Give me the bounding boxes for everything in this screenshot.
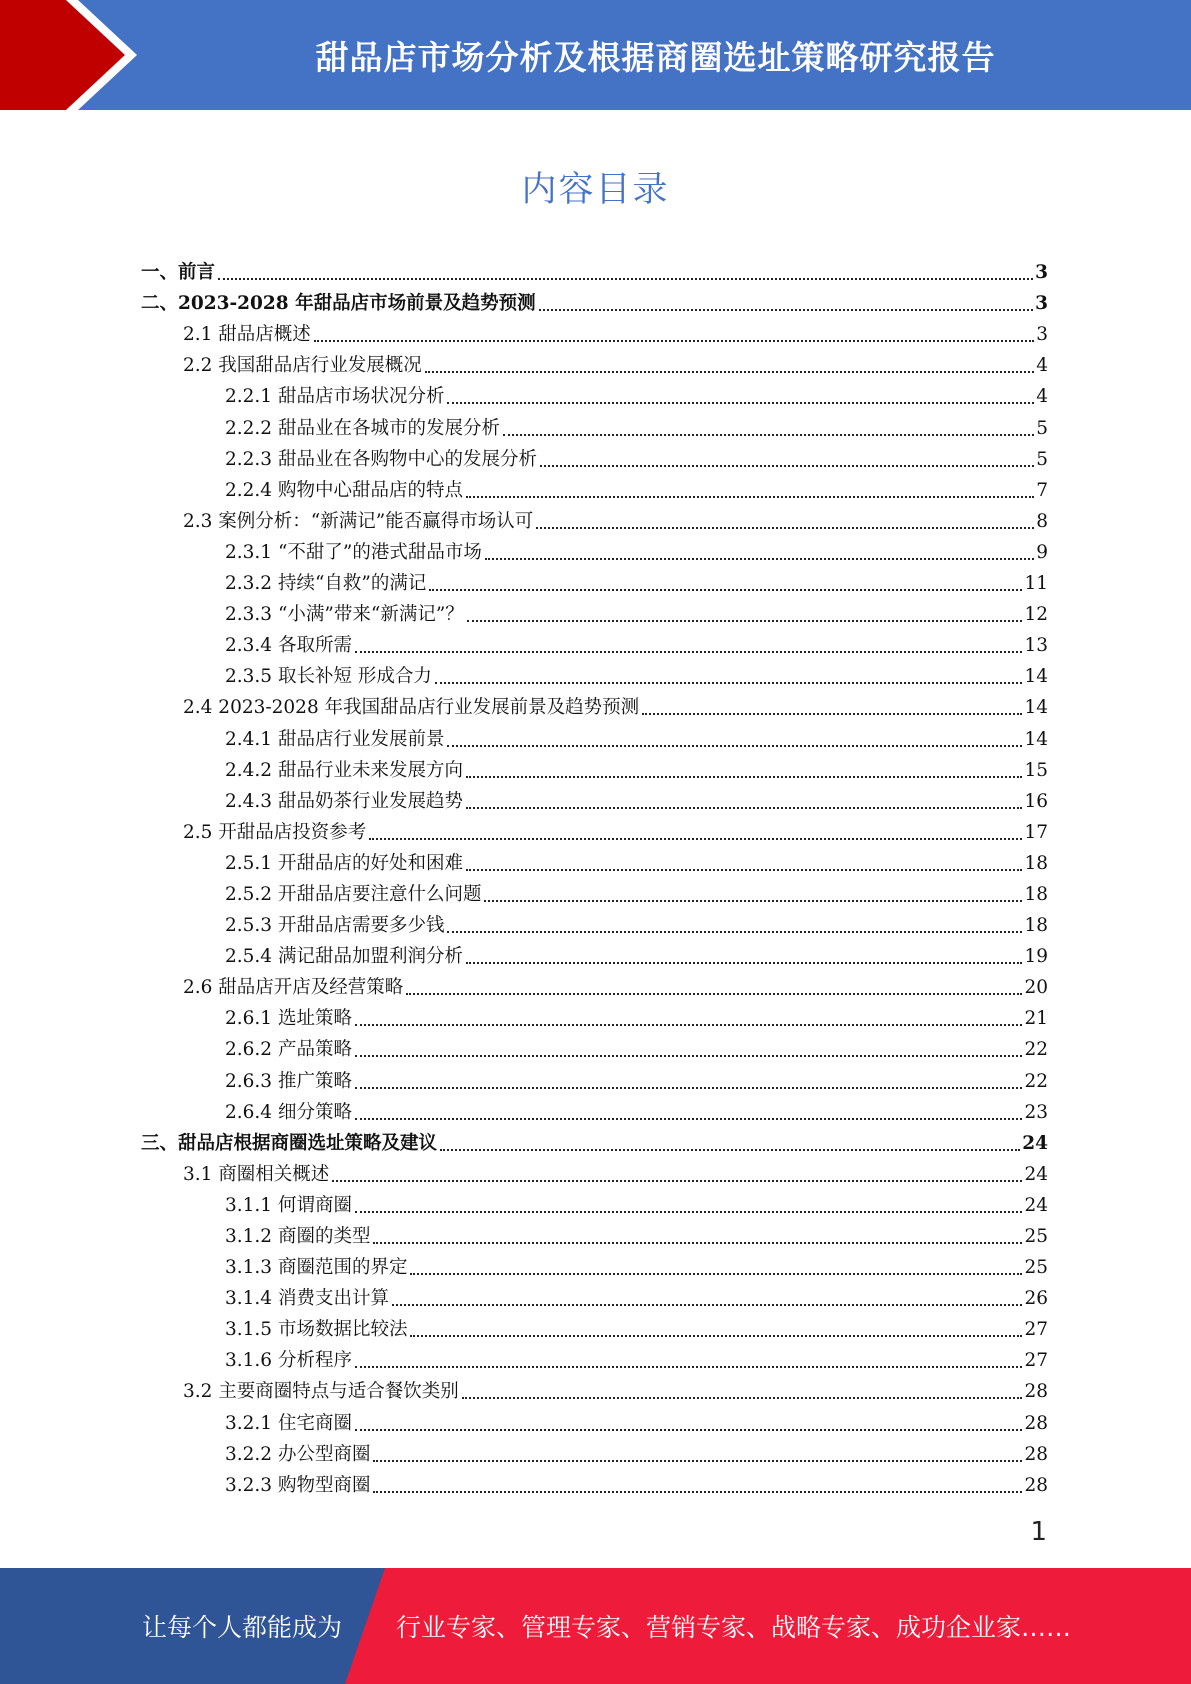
toc-entry-label: 3.1.6 分析程序 xyxy=(225,1350,352,1372)
toc-entry[interactable] xyxy=(141,783,1048,814)
toc-entry-label: 2.2.3 甜品业在各购物中心的发展分析 xyxy=(225,448,537,470)
toc-entry[interactable] xyxy=(141,1000,1048,1031)
footer-slogan-right: 行业专家、管理专家、营销专家、战略专家、成功企业家…… xyxy=(396,1613,1072,1642)
toc-entry-label: 2.3 案例分析：“新满记”能否赢得市场认可 xyxy=(183,510,534,532)
toc-entry-label: 2.5.4 满记甜品加盟利润分析 xyxy=(225,946,463,968)
toc-entry-page: 13 xyxy=(1024,635,1048,657)
toc-entry-label: 2.4.1 甜品店行业发展前景 xyxy=(225,728,445,750)
toc-entry-label: 一、前言 xyxy=(141,262,216,284)
toc-entry[interactable] xyxy=(141,1249,1048,1280)
toc-entry[interactable] xyxy=(141,1094,1048,1125)
toc-entry[interactable] xyxy=(141,472,1048,503)
header-bar xyxy=(0,0,1191,110)
toc-dot-leader xyxy=(314,340,1034,342)
toc-entry-page: 20 xyxy=(1024,977,1048,999)
toc-entry-page: 26 xyxy=(1024,1288,1048,1310)
toc-entry-page: 28 xyxy=(1024,1474,1048,1496)
toc-entry[interactable] xyxy=(141,503,1048,534)
toc-entry[interactable] xyxy=(141,254,1048,285)
toc-entry[interactable] xyxy=(141,658,1048,689)
toc-entry-label: 2.3.5 取长补短 形成合力 xyxy=(225,666,432,688)
toc-entry-page: 4 xyxy=(1036,355,1048,377)
toc-entry-page: 9 xyxy=(1036,541,1048,563)
toc-entry[interactable] xyxy=(141,1436,1048,1467)
toc-entry[interactable] xyxy=(141,1373,1048,1404)
toc-dot-leader xyxy=(466,962,1022,964)
toc-entry[interactable] xyxy=(141,627,1048,658)
toc-entry-page: 3 xyxy=(1036,324,1048,346)
toc-dot-leader xyxy=(410,1335,1022,1337)
toc-dot-leader xyxy=(447,931,1022,933)
toc-entry-label: 2.4.2 甜品行业未来发展方向 xyxy=(225,759,463,781)
toc-entry[interactable] xyxy=(141,752,1048,783)
toc-dot-leader xyxy=(484,900,1022,902)
toc-entry-label: 2.2.2 甜品业在各城市的发展分析 xyxy=(225,417,500,439)
footer-slogan-left: 让每个人都能成为 xyxy=(142,1613,343,1642)
toc-dot-leader xyxy=(447,745,1022,747)
toc-entry-label: 3.2.1 住宅商圈 xyxy=(225,1412,352,1434)
toc-entry[interactable] xyxy=(141,596,1048,627)
toc-dot-leader xyxy=(466,496,1034,498)
toc-entry-label: 2.5.1 开甜品店的好处和困难 xyxy=(225,852,463,874)
toc-entry-page: 28 xyxy=(1024,1443,1048,1465)
toc-entry[interactable] xyxy=(141,441,1048,472)
toc-dot-leader xyxy=(355,1429,1023,1431)
toc-entry-page: 23 xyxy=(1024,1101,1048,1123)
toc-entry[interactable] xyxy=(141,378,1048,409)
toc-entry-page: 24 xyxy=(1022,1132,1048,1154)
toc-dot-leader xyxy=(355,1366,1023,1368)
toc-entry-label: 2.3.4 各取所需 xyxy=(225,635,352,657)
toc-entry[interactable] xyxy=(141,347,1048,378)
toc-entry-page: 19 xyxy=(1024,946,1048,968)
toc-dot-leader xyxy=(392,1304,1022,1306)
toc-entry[interactable] xyxy=(141,316,1048,347)
toc-entry-label: 2.6.1 选址策略 xyxy=(225,1008,352,1030)
toc-entry-label: 2.6.3 推广策略 xyxy=(225,1070,352,1092)
toc-entry-page: 7 xyxy=(1036,479,1048,501)
toc-entry-label: 2.5.3 开甜品店需要多少钱 xyxy=(225,915,445,937)
toc-dot-leader xyxy=(410,1273,1022,1275)
toc-entry-page: 15 xyxy=(1024,759,1048,781)
toc-entry[interactable] xyxy=(141,689,1048,720)
toc-dot-leader xyxy=(406,993,1022,995)
toc-entry-page: 11 xyxy=(1024,573,1048,595)
toc-dot-leader xyxy=(355,1055,1023,1057)
toc-entry[interactable] xyxy=(141,534,1048,565)
toc-dot-leader xyxy=(540,465,1034,467)
toc-entry[interactable] xyxy=(141,1062,1048,1093)
toc-entry[interactable] xyxy=(141,1280,1048,1311)
toc-dot-leader xyxy=(447,402,1034,404)
toc-dot-leader xyxy=(355,1211,1023,1213)
toc-heading: 内容目录 xyxy=(521,170,670,210)
toc-dot-leader xyxy=(539,309,1034,311)
toc-entry[interactable] xyxy=(141,1342,1048,1373)
toc-entry[interactable] xyxy=(141,1218,1048,1249)
toc-entry-label: 二、2023-2028 年甜品店市场前景及趋势预测 xyxy=(141,293,536,315)
toc-entry-page: 18 xyxy=(1024,852,1048,874)
toc-dot-leader xyxy=(642,713,1022,715)
toc-dot-leader xyxy=(369,838,1022,840)
toc-dot-leader xyxy=(466,807,1022,809)
page-number: 1 xyxy=(1030,1517,1047,1547)
document-title: 甜品店市场分析及根据商圈选址策略研究报告 xyxy=(315,37,996,77)
toc-entry-page: 5 xyxy=(1036,448,1048,470)
toc-dot-leader xyxy=(467,620,1023,622)
toc-entry-page: 3 xyxy=(1035,262,1048,284)
toc-entry-label: 2.6 甜品店开店及经营策略 xyxy=(183,977,404,999)
toc-entry-label: 3.1.2 商圈的类型 xyxy=(225,1226,371,1247)
toc-entry-page: 5 xyxy=(1036,417,1048,439)
toc-entry-label: 2.2.1 甜品店市场状况分析 xyxy=(225,386,445,408)
toc-entry[interactable] xyxy=(141,814,1048,845)
toc-entry[interactable] xyxy=(141,1125,1048,1156)
toc-entry-label: 2.2 我国甜品店行业发展概况 xyxy=(183,355,422,377)
footer-bar xyxy=(0,1568,1191,1684)
toc-entry-label: 2.3.2 持续“自救”的满记 xyxy=(225,573,427,595)
table-of-contents xyxy=(141,254,1048,1498)
toc-entry-page: 14 xyxy=(1024,728,1048,750)
toc-dot-leader xyxy=(373,1460,1022,1462)
toc-dot-leader xyxy=(373,1242,1022,1244)
toc-entry-label: 2.2.4 购物中心甜品店的特点 xyxy=(225,479,463,501)
toc-entry-page: 8 xyxy=(1036,510,1048,532)
toc-entry-label: 3.1.3 商圈范围的界定 xyxy=(225,1257,408,1279)
toc-entry-page: 22 xyxy=(1024,1070,1048,1092)
toc-entry-page: 16 xyxy=(1024,790,1048,812)
toc-entry-page: 22 xyxy=(1024,1039,1048,1061)
toc-entry[interactable] xyxy=(141,1187,1048,1218)
toc-dot-leader xyxy=(429,589,1022,591)
toc-dot-leader xyxy=(425,371,1034,373)
toc-entry-label: 2.1 甜品店概述 xyxy=(183,324,311,346)
toc-dot-leader xyxy=(218,278,1033,280)
toc-entry-label: 3.1.5 市场数据比较法 xyxy=(225,1319,408,1341)
toc-entry-page: 4 xyxy=(1036,386,1048,408)
toc-entry-label: 2.3.3 “小满”带来“新满记”？ xyxy=(225,604,464,626)
toc-entry[interactable] xyxy=(141,845,1048,876)
toc-entry-label: 2.5.2 开甜品店要注意什么问题 xyxy=(225,883,482,905)
toc-dot-leader xyxy=(355,1087,1023,1089)
toc-entry-page: 25 xyxy=(1024,1257,1048,1279)
toc-entry-label: 2.6.4 细分策略 xyxy=(225,1101,352,1123)
toc-entry-label: 3.2 主要商圈特点与适合餐饮类别 xyxy=(183,1381,459,1403)
toc-entry[interactable] xyxy=(141,565,1048,596)
toc-dot-leader xyxy=(355,1024,1023,1026)
toc-dot-leader xyxy=(466,776,1022,778)
toc-dot-leader xyxy=(462,1397,1023,1399)
toc-dot-leader xyxy=(373,1491,1022,1493)
toc-entry-label: 3.1.1 何谓商圈 xyxy=(225,1194,352,1216)
toc-dot-leader xyxy=(536,527,1034,529)
toc-entry-page: 3 xyxy=(1035,293,1048,315)
toc-entry[interactable] xyxy=(141,409,1048,440)
toc-entry[interactable] xyxy=(141,1031,1048,1062)
toc-entry-label: 2.5 开甜品店投资参考 xyxy=(183,821,367,843)
toc-entry-label: 3.2.3 购物型商圈 xyxy=(225,1474,371,1496)
toc-entry-page: 18 xyxy=(1024,883,1048,905)
toc-entry-page: 18 xyxy=(1024,915,1048,937)
toc-dot-leader xyxy=(503,434,1034,436)
toc-entry[interactable] xyxy=(141,876,1048,907)
toc-entry-page: 28 xyxy=(1024,1381,1048,1403)
toc-entry-page: 21 xyxy=(1024,1008,1048,1030)
toc-entry-label: 3.1.4 消费支出计算 xyxy=(225,1288,389,1310)
toc-entry[interactable] xyxy=(141,1311,1048,1342)
toc-entry-page: 24 xyxy=(1024,1194,1048,1216)
toc-entry[interactable] xyxy=(141,969,1048,1000)
toc-dot-leader xyxy=(440,1149,1020,1151)
toc-entry-label: 2.4.3 甜品奶茶行业发展趋势 xyxy=(225,790,463,812)
toc-entry[interactable] xyxy=(141,720,1048,751)
toc-entry-page: 24 xyxy=(1024,1163,1048,1185)
toc-entry-page: 12 xyxy=(1024,604,1048,626)
toc-dot-leader xyxy=(466,869,1022,871)
toc-entry[interactable] xyxy=(141,907,1048,938)
toc-dot-leader xyxy=(355,651,1023,653)
toc-dot-leader xyxy=(332,1180,1022,1182)
toc-dot-leader xyxy=(435,682,1023,684)
toc-entry-label: 2.6.2 产品策略 xyxy=(225,1039,352,1061)
toc-entry-label: 2.4 2023-2028 年我国甜品店行业发展前景及趋势预测 xyxy=(183,697,640,719)
toc-entry-page: 14 xyxy=(1024,666,1048,688)
toc-entry-label: 3.1 商圈相关概述 xyxy=(183,1163,330,1185)
toc-entry-label: 2.3.1 “不甜了”的港式甜品市场 xyxy=(225,541,482,563)
toc-dot-leader xyxy=(355,1118,1023,1120)
toc-entry-label: 三、甜品店根据商圈选址策略及建议 xyxy=(141,1132,438,1154)
toc-entry-label: 3.2.2 办公型商圈 xyxy=(225,1443,371,1465)
toc-entry-page: 17 xyxy=(1024,821,1048,843)
toc-entry-page: 25 xyxy=(1024,1226,1048,1247)
toc-dot-leader xyxy=(485,558,1034,560)
toc-entry[interactable] xyxy=(141,938,1048,969)
toc-entry-page: 14 xyxy=(1024,697,1048,719)
toc-entry-page: 28 xyxy=(1024,1412,1048,1434)
toc-entry[interactable] xyxy=(141,285,1048,316)
toc-entry-page: 27 xyxy=(1024,1319,1048,1341)
toc-entry[interactable] xyxy=(141,1156,1048,1187)
toc-entry[interactable] xyxy=(141,1404,1048,1435)
toc-entry-page: 27 xyxy=(1024,1350,1048,1372)
toc-entry[interactable] xyxy=(141,1467,1048,1498)
